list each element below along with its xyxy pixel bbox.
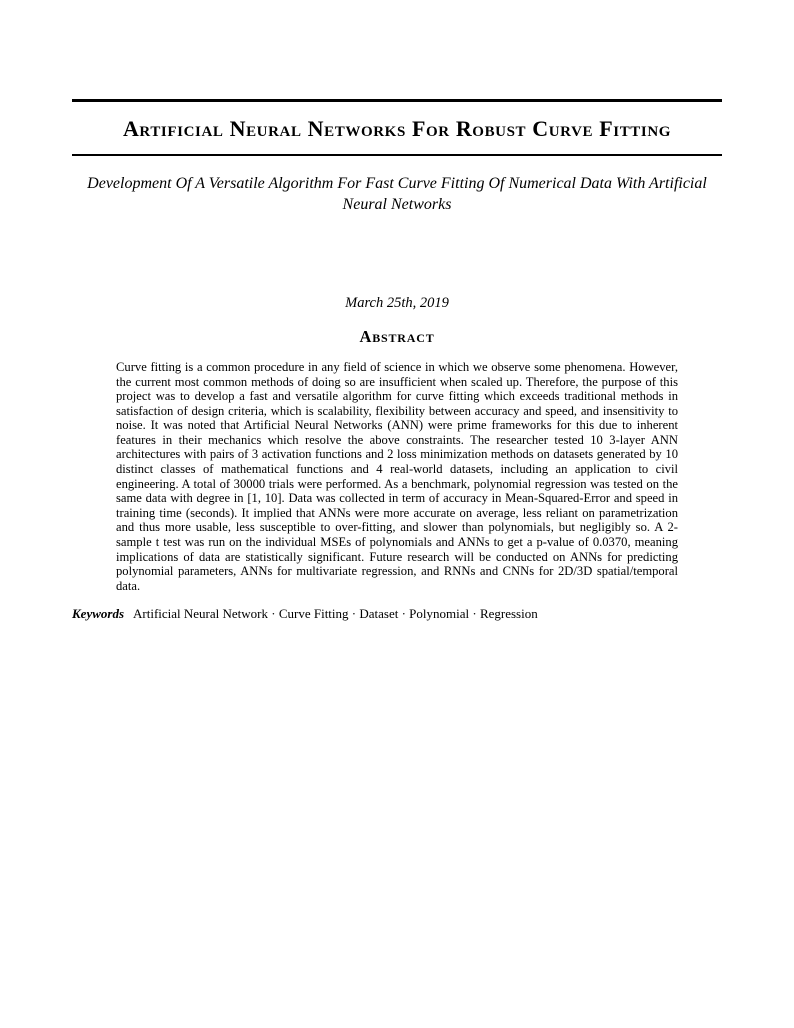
paper-title: Artificial Neural Networks For Robust Curve Fitting xyxy=(122,116,672,141)
abstract-text: Curve fitting is a common procedure in any field of science in which we observe some phenomena. However, the current most common methods of doing so are insufficient when scaled up. Therefore, the purpose of this project was to develop a fast and versatile algorithm for curve fitting which exceeds traditional methods in satisfaction of design criteria, which is scalability, flexibility between accuracy and speed, and insensitivity to noise. It was noted that Artificial Neural Networks (ANN) were prime frameworks for this due to inherent features in their mechanics which resolve the above constraints. The researcher tested 10 3-layer ANN architectures with pairs of 3 activation functions and 2 loss minimization methods on datasets generated by 10 distinct classes of mathematical functions and 4 real-world datasets, including an application to civil engineering. A total of 30000 trials were performed. As a benchmark, polynomial regression was tested on the same data with degree in [1, 10]. Data was collected in term of accuracy in Mean-Squared-Error and speed in training time (seconds). It implied that ANNs were more accurate on average, less reliant on parametrization and thus more usable, less susceptible to over-fitting, and slower than polynomials, but negligibly so. A 2-sample t test was run on the individual MSEs of polynomials and ANNs to get a p-value of 0.0370, meaning implications of data are statistically significant. Future research will be conducted on ANNs for predicting polynomial parameters, ANNs for multivariate regression, and RNNs and CNNs for 2D/3D spatial/temporal data. xyxy=(116,359,678,593)
keywords-line xyxy=(72,606,722,622)
keywords-list: Artificial Neural Network · Curve Fitting · Dataset · Polynomial · Regression xyxy=(133,606,538,622)
title-rule-bottom xyxy=(72,154,722,156)
paper-date: March 25th, 2019 xyxy=(345,294,449,311)
keywords-label: Keywords xyxy=(72,606,124,622)
paper-subtitle: Development Of A Versatile Algorithm For Fast Curve Fitting Of Numerical Data With Artificial Neural Networks xyxy=(87,174,707,213)
abstract-heading: Abstract xyxy=(359,326,435,346)
